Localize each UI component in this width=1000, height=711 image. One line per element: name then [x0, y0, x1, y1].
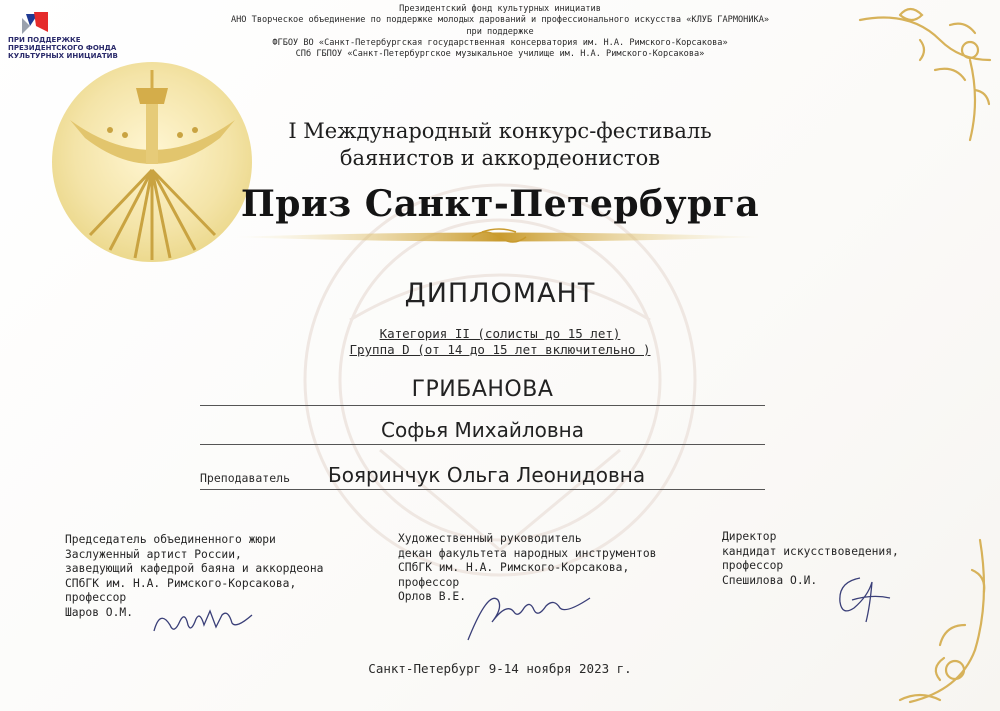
signatory-name: Шаров О.М.: [65, 605, 134, 619]
signatory-name: Спешилова О.И.: [722, 573, 818, 587]
header-line: при поддержке: [466, 26, 534, 37]
signatory-line: Художественный руководитель: [398, 532, 582, 545]
handwritten-signature-sharov: [150, 605, 260, 641]
signatory-name: Орлов В.Е.: [398, 590, 467, 604]
place-and-date: Санкт-Петербург 9-14 ноября 2023 г.: [368, 661, 632, 676]
handwritten-signature-orlov: [460, 585, 600, 645]
recipient-surname: ГРИБАНОВА: [200, 375, 765, 406]
handwritten-signature-speshilova: [830, 570, 895, 625]
award-title: ДИПЛОМАНТ: [404, 278, 596, 309]
signatory-line: профессор: [398, 575, 460, 589]
header-line: АНО Творческое объединение по поддержке молодых дарований и профессионального искусства «КЛУБ ГАРМОНИКА»: [230, 15, 770, 26]
signatory-line: заведующий кафедрой баяна и аккордеона: [65, 562, 324, 576]
header-line: Президентский фонд культурных инициатив: [399, 4, 601, 14]
signatory-line: кандидат искусствоведения,: [722, 544, 899, 558]
teacher-row: [200, 461, 765, 490]
signatory-line: Председатель объединенного жюри: [65, 533, 276, 546]
signatory-line: Заслуженный артист России,: [65, 547, 242, 561]
logo-line: КУЛЬТУРНЫХ ИНИЦИАТИВ: [8, 52, 118, 60]
signatory-line: профессор: [722, 559, 784, 573]
signatory-line: СПбГК им. Н.А. Римского-Корсакова,: [398, 561, 630, 575]
logo-line: ПРЕЗИДЕНТСКОГО ФОНДА: [8, 44, 117, 52]
header-line: ФГБОУ ВО «Санкт-Петербургская государственная консерватория им. Н.А. Римского-Корсакова»: [272, 37, 728, 48]
category-block: [0, 326, 1000, 358]
recipient-given-names: Софья Михайловна: [200, 417, 765, 445]
logo-line: ПРИ ПОДДЕРЖКЕ: [8, 36, 81, 44]
signatory-line: СПбГК им. Н.А. Римского-Корсакова,: [65, 576, 297, 590]
festival-title-line2: баянистов и аккордеонистов: [339, 146, 661, 170]
gold-divider-flourish: [232, 226, 767, 248]
festival-title: [0, 118, 1000, 172]
festival-title-line1: I Международный конкурс-фестиваль: [288, 119, 712, 143]
prize-title: Приз Санкт-Петербурга: [240, 183, 760, 225]
signatory-line: декан факультета народных инструментов: [398, 546, 657, 560]
group-line: Группа D (от 14 до 15 лет включительно ): [349, 342, 651, 357]
category-line: Категория II (солисты до 15 лет): [379, 326, 621, 341]
signatory-line: Директор: [722, 530, 777, 543]
teacher-label: Преподаватель: [200, 471, 291, 485]
signatory-line: профессор: [65, 591, 127, 605]
header-line: СПб ГБПОУ «Санкт-Петербургское музыкальное училище им. Н.А. Римского-Корсакова»: [295, 49, 705, 60]
teacher-name: Бояринчук Ольга Леонидовна: [328, 463, 646, 487]
